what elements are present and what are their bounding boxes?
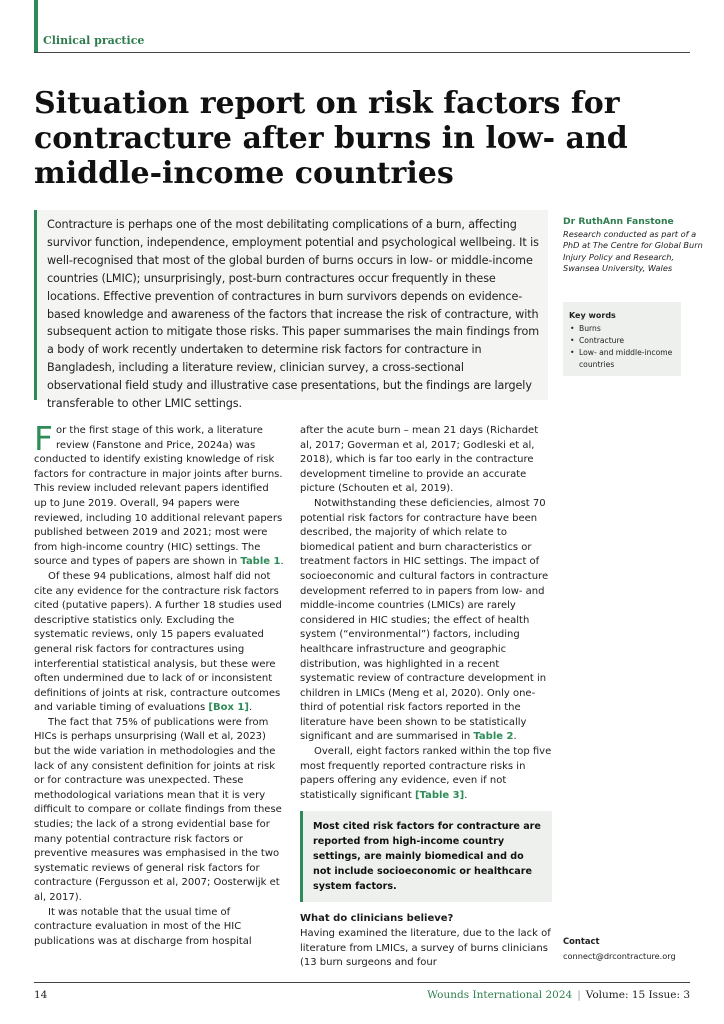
author-name: Dr RuthAnn Fanstone <box>563 216 674 227</box>
box-1-reference[interactable]: [Box 1] <box>208 702 249 714</box>
callout-text: Most cited risk factors for contracture are reported from high-income country settings, are mainly biomedical and do not include socioeconomic or healthcare system factors. <box>313 821 541 893</box>
body-column-left <box>34 419 284 949</box>
footer-divider <box>34 982 690 983</box>
abstract-box <box>34 210 548 411</box>
body-paragraph: Of these 94 publications, almost half did not cite any evidence for the contracture risk factors cited (putative papers). A further 18 studies used descriptive statistics only. Excluding the systematic reviews, only 15 papers evaluated general risk factors for contractures using interferential statistical analysis, but these were often undermined due to lack of or inconsistent definitions of joints at risk, contracture outcomes and variable timing of evaluations [Box 1]. <box>34 570 282 714</box>
drop-cap: F <box>34 419 53 458</box>
keyword-item: • Low- and middle-income countries <box>569 347 681 371</box>
keywords-box <box>563 302 681 376</box>
body-paragraph: Having examined the literature, due to the lack of literature from LMICs, a survey of burns clinicians (13 burn surgeons and four <box>300 928 551 969</box>
body-paragraph: Overall, eight factors ranked within the top five most frequently reported contracture risks in papers offering any evidence, even if not statistically significant [Table 3]. <box>300 746 552 801</box>
body-paragraph: The fact that 75% of publications were from HICs is perhaps unsurprising (Wall et al, 2023) but the wide variation in methodologies and the lack of any consistent definition for joints at risk or for contracture was unexpected. These methodological variations mean that it is very difficult to compare or collate findings from these studies; the lack of a strong evidential base for many potential contracture risk factors or preventive measures was emphasised in the two systematic reviews of general risk factors for contracture (Fergusson et al, 2007; Oosterwijk et al, 2017). <box>34 716 282 903</box>
table-1-reference[interactable]: Table 1 <box>240 556 281 568</box>
contact-label: Contact <box>563 936 600 946</box>
callout-box <box>300 811 552 902</box>
contact-email[interactable]: connect@drcontracture.org <box>563 951 676 961</box>
table-3-reference[interactable]: [Table 3] <box>414 789 465 801</box>
keyword-item: • Burns <box>569 323 681 335</box>
journal-name: Wounds International 2024 <box>427 989 573 1001</box>
body-paragraph: after the acute burn – mean 21 days (Richardet al, 2017; Goverman et al, 2017; Godleski et al, 2018), which is far too early in the contracture development timeline to provide an accurate picture (Schouten et al, 2019). <box>300 425 539 495</box>
body-paragraph: Notwithstanding these deficiencies, almost 70 potential risk factors for contracture have been described, the majority of which relate to biomedical patient and burn characteristics or treatment factors in HIC settings. The impact of socioeconomic and cultural factors in contracture development referred to in papers from low- and middle-income countries (LMICs) are rarely considered in HIC studies; the effect of health system (“environmental”) factors, including healthcare infrastructure and geographic distribution, was highlighted in a recent systematic review of contracture development in children in LMICs (Meng et al, 2020). Only one-third of potential risk factors reported in the literature have been shown to be statistically significant and are summarised in Table 2. <box>300 497 549 743</box>
keywords-title: Key words <box>569 311 616 320</box>
body-paragraph: It was notable that the usual time of contracture evaluation in most of the HIC publications was at discharge from hospital <box>34 906 252 947</box>
author-affiliation: Research conducted as part of a PhD at The Centre for Global Burn Injury Policy and Research, Swansea University, Wales <box>563 229 703 273</box>
header-accent-bar <box>34 0 38 53</box>
section-subheading: What do clinicians believe? <box>300 913 454 925</box>
page-number: 14 <box>34 989 48 1001</box>
article-title: Situation report on risk factors for contracture after burns in low- and middle-income countries <box>34 86 628 191</box>
table-2-reference[interactable]: Table 2 <box>473 731 514 743</box>
footer-separator: | <box>577 989 581 1001</box>
keywords-list <box>569 323 681 371</box>
body-column-right <box>300 424 552 971</box>
journal-volume: Volume: 15 Issue: 3 <box>585 989 690 1001</box>
journal-footer <box>427 989 690 1001</box>
keyword-item: • Contracture <box>569 335 681 347</box>
header-divider <box>34 52 690 53</box>
body-paragraph: For the first stage of this work, a literature review (Fanstone and Price, 2024a) was conducted to identify existing knowledge of risk factors for contracture in major joints after burns. This review included relevant papers identified up to June 2019. Overall, 94 papers were reviewed, including 10 additional relevant papers published between 2019 and 2021; most were from high-income country (HIC) settings. The source and types of papers are shown in Table 1. <box>34 419 284 568</box>
section-label: Clinical practice <box>43 34 145 47</box>
abstract-text: Contracture is perhaps one of the most debilitating complications of a burn, affecting survivor function, independence, employment potential and psychological wellbeing. It is well-recognised that most of the global burden of burns occurs in low- or middle-income countries (LMIC); unsurprisingly, post-burn contractures occur frequently in these locations. Effective prevention of contractures in burn survivors depends on evidence-based knowledge and awareness of the factors that increase the risk of contracture, with subsequent action to mitigate those risks. This paper summarises the main findings from a body of work recently undertaken to determine risk factors for contracture in Bangladesh, including a literature review, clinician survey, a cross-sectional observational field study and illustrative case presentations, but the findings are largely transferable to other LMIC settings. <box>47 218 540 411</box>
